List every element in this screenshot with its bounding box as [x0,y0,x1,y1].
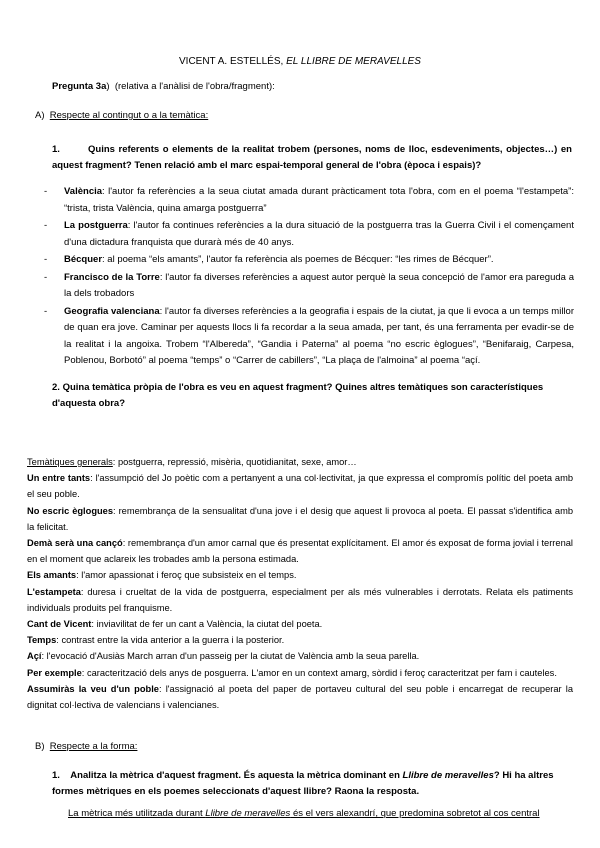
question-label: Pregunta 3a [52,81,107,92]
tematica-entry [27,632,573,648]
list-item: - Geografia valenciana: l'autor fa diverses referències a la geografia i espais de la ciutat, ja que li evoca a un temps millor de quan era jove. Caminar per aquests llocs li fa recordar a la seua amada, per tant, és una ferramenta per evadir-se de la realitat i la angoixa. Trobem “l'Albereda”, “Gandia i Paterna” al poema “no escric èglogues”, “Benifaraig, Carpesa, Poblenou, Borbotó” al poema “temps” o “Carrer de cabillers”, “La plaça de l'almoina” al poema “açí. [44,305,574,366]
tematica-term: L'estampeta [27,586,81,597]
form-question-1-number: 1. [52,770,60,781]
section-b-heading [35,741,137,752]
question-2 [52,380,572,412]
document-title [0,56,600,67]
tematica-text: : l'evocació d'Ausiàs March arran d'un passeig per la ciutat de València amb la seua parella. [41,651,420,662]
tematica-entry [27,584,573,616]
section-b-letter: B) [35,741,45,752]
question-scope: (relativa a l'anàlisi de l'obra/fragment): [114,81,275,92]
tematica-text: : l'assumpció del Jo poètic com a pertanyent a una col·lectivitat, ja que expressa el compromís polític del poeta amb el seu poble. [27,473,573,500]
form-question-1 [52,768,572,800]
tematica-term: Açí [27,651,42,662]
tematica-entry [27,665,573,681]
list-item-text: : l'autor fa diverses referències a la geografia i espais de la ciutat, ja que li evoca a un temps millor de quan era jove. Caminar per aquests llocs li fa recordar a la seua amada, per tant, és una ferramenta per evadir-se de la realitat i la angoixa. Trobem “l'Albereda”, “Gandia i Paterna” al poema “no escric èglogues”, “Benifaraig, Carpesa, Poblenou, Borbotó” al poema “temps” o “Carrer de cabillers”, “La plaça de l'almoina” al poema “açí. [64,305,574,366]
title-author: VICENT A. ESTELLÉS, [179,56,284,67]
answer-text-a: La mètrica més utilitzada durant [68,808,206,819]
tematica-text: : remembrança d'un amor carnal que és presentat explícitament. El amor és exposat de forma jovial i terrenal en el moment que aclareix les trobades amb la persona estimada. [27,538,573,565]
tematica-entry [27,503,573,535]
tematiques-label: Temàtiques generals [27,457,113,467]
list-item-text: : l'autor fa referències a la seua ciutat amada durant pràcticament tota l'obra, com en el poema “l'estampeta”: “trista, trista València, quina amarga postguerra” [64,186,574,214]
tematica-text: : l'assignació al poeta del paper de portaveu cultural del seu poble i encarregat de recuperar la dignitat col·lectiva de valencians i valencianes. [27,683,573,711]
tematica-text: : caracterització dels anys de posguerra. L'amor en un context amarg, sòrdid i feroç caracteritzat per fam i cauteles. [81,667,557,678]
list-item: - Bécquer: al poema “els amants”, l'autor fa referència als poemes de Bécquer: “les rimes de Bécquer”. [44,254,494,265]
question-label-close: ) [106,81,110,92]
tematica-text: : l'amor apassionat i feroç que subsisteix en el temps. [76,570,297,581]
list-item-text: : l'autor fa continues referències a la dura situació de la postguerra tras la Guerra Civil i el començament d'una dictadura franquista que durarà més de 40 anys. [64,220,574,248]
list-item-term: Bécquer [64,254,103,265]
answer-text [68,806,578,822]
answer-book: Llibre de meravelles [205,808,291,819]
answer-text-b: és el vers alexandrí, que predomina sobretot al cos central [290,808,540,819]
section-a-label: Respecte al contingut o a la temàtica: [49,110,209,121]
question-header [52,81,275,92]
list-item: - Francisco de la Torre: l'autor fa diverses referències a aquest autor perquè la seua concepció de l'amor era pareguda a la dels trobadors [44,271,574,299]
tematica-term: Temps [27,635,57,646]
list-item-term: La postguerra [64,220,128,231]
tematica-term: Assumiràs la veu d'un poble [27,683,159,694]
question-2-text: Quina temàtica pròpia de l'obra es veu en aquest fragment? Quines altres temàtiques son característiques d'aquesta obra? [52,382,544,409]
referents-list [44,184,574,371]
list-item-text: : al poema “els amants”, l'autor fa referència als poemes de Bécquer: “les rimes de Bécquer”. [102,254,494,265]
list-item-text: : l'autor fa diverses referències a aquest autor perquè la seua concepció de l'amor era pareguda a la dels trobadors [64,271,574,299]
tematica-entry [27,567,573,583]
list-item-term: Geografia valenciana [64,305,160,317]
tematica-text: : inviavilitat de fer un cant a València, la ciutat del poeta. [91,619,323,630]
tematica-term: Un entre tants [27,473,91,484]
question-1-number: 1. [52,144,60,155]
tematica-term: Cant de Vicent [27,619,92,630]
tematica-term: Per exemple [27,667,82,678]
tematica-term: Demà serà una cançó [27,538,123,549]
section-a-letter: A) [35,110,45,121]
tematica-term: No escric èglogues [27,505,114,516]
tematica-text: : duresa i crueltat de la vida de postguerra, especialment per als més vulnerables i derrotats. Relata els patiments individuals produits pel franquisme. [27,586,573,613]
section-b-label: Respecte a la forma: [49,741,138,752]
tematica-text: : remembrança de la sensualitat d'una jove i el desig que aquest li provoca al poeta. El passat s'identifica amb la felicitat. [27,505,573,532]
list-item: - La postguerra: l'autor fa continues referències a la dura situació de la postguerra tras la Guerra Civil i el començament d'una dictadura franquista que durarà més de 40 anys. [44,220,574,248]
tematica-entry [27,681,573,713]
tematica-term: Els amants [27,570,77,581]
tematiques-general [27,454,573,470]
tematica-entry [27,535,573,567]
title-book: EL LLIBRE DE MERAVELLES [286,56,421,67]
tematica-entry [27,648,573,664]
form-question-1-book: Llibre de meravelles [402,770,494,781]
tematica-entry [27,616,573,632]
question-2-number: 2. [52,382,60,393]
list-item: - València: l'autor fa referències a la seua ciutat amada durant pràcticament tota l'obra, com en el poema “l'estampeta”: “trista, trista València, quina amarga postguerra” [44,186,574,214]
list-item-term: Francisco de la Torre [64,271,160,283]
tematiques-block [27,454,573,713]
tematiques-general-text: : postguerra, repressió, misèria, quotidianitat, sexe, amor… [112,457,357,467]
form-question-1-text-a: Analitza la mètrica d'aquest fragment. És aquesta la mètrica dominant en [70,770,403,781]
tematica-entry [27,470,573,502]
list-item-term: València [64,186,103,197]
section-a-heading [35,110,208,121]
question-1 [52,142,572,174]
question-1-text: Quins referents o elements de la realitat trobem (persones, noms de lloc, esdeveniments, objectes…) en aquest fragment? Tenen relació amb el marc espai-temporal general de l'obra (època i espais)? [52,144,572,171]
form-question-1-text-b: ? Hi ha altres formes mètriques en els poemes seleccionats d'aquest llibre? Raona la resposta. [52,770,554,797]
tematica-text: : contrast entre la vida anterior a la guerra i la posterior. [56,635,285,646]
